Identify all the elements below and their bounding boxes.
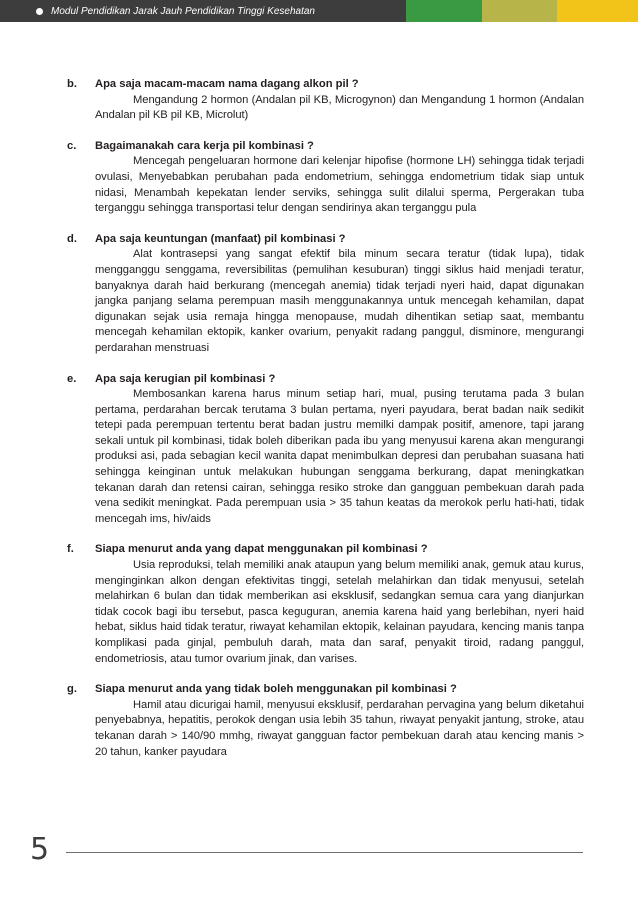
answer (67, 247, 584, 356)
qa-section-c (67, 139, 584, 217)
question-letter: c. (67, 139, 77, 152)
answer-text: Membosankan karena harus minum setiap hari, mual, pusing terutama pada 3 bulan pertama, perdarahan bercak terutama 3 bulan pertama, nyeri payudara, berat badan naik sedikit tetepi pada perempuan tertentu berat badan justru memilki dampak positif, amenore, tapi jarang sekali untuk pil kombinasi, tidak boleh diberikan pada ibu yang menyusui karena akan mengurangi produksi asi, pada sebagian kecil wanita dapat menimbulkan depresi dan perubahan suasana hati sehingga keinginan untuk melakukan hubungan senggama berkurang, dapat meningkatkan tekanan darah dan retensi cairan, sehingga resiko stroke dan gangguan pembekuan darah pada vena sedikit meningkat. Pada perempuan usia > 35 tahun keatas da merokok perlu hati-hati, tidak mencegah ims, hiv/aids (95, 388, 584, 525)
header-olive-block (482, 0, 557, 22)
question-letter: f. (67, 543, 74, 556)
question (67, 139, 584, 155)
question-letter: e. (67, 372, 77, 385)
qa-section-g (67, 682, 584, 760)
qa-section-e (67, 372, 584, 528)
page-header (0, 0, 638, 22)
question-text: Siapa menurut anda yang dapat menggunakan pil kombinasi ? (95, 543, 428, 556)
question (67, 232, 584, 248)
question-letter: b. (67, 78, 77, 90)
main-content (67, 77, 584, 775)
header-title: Modul Pendidikan Jarak Jauh Pendidikan Tinggi Kesehatan (51, 5, 315, 17)
footer-divider (66, 852, 583, 853)
header-yellow-block (557, 0, 638, 22)
bullet-dot-icon (36, 8, 43, 15)
question-text: Apa saja macam-macam nama dagang alkon pil ? (95, 78, 359, 90)
question-letter: g. (67, 683, 77, 696)
question-text: Apa saja keuntungan (manfaat) pil kombinasi ? (95, 232, 346, 245)
header-green-block (406, 0, 482, 22)
qa-section-f (67, 542, 584, 667)
page-number: 5 (30, 832, 50, 867)
question (67, 372, 584, 388)
answer (67, 558, 584, 667)
answer (67, 698, 584, 760)
answer-text: Usia reproduksi, telah memiliki anak ataupun yang belum memiliki anak, gemuk atau kurus, menginginkan alkon dengan efektivitas tinggi, setelah melahirkan dan tidak menyusui, setelah melahirkan 6 bulan dan tidak memberikan asi eksklusif, sedangkan semua cara yang dianjurkan tidak cocok bagi ibu tersebut, pasca keguguran, anemia karena haid yang berlebihan, nyeri haid hebat, siklus haid tidak teratur, riwayat kehamilan ektopik, kelainan payudara, kencing manis tanpa komplikasi pada ginjal, pembuluh darah, mata dan saraf, penyakit tiroid, radang panggul, endometriosis, atau tumor ovarium jinak, dan varises. (95, 559, 584, 665)
header-title-bar (0, 0, 406, 22)
question-text: Apa saja kerugian pil kombinasi ? (95, 372, 276, 385)
qa-section-d (67, 232, 584, 357)
answer-text: Hamil atau dicurigai hamil, menyusui eksklusif, perdarahan pervagina yang belum diketahui penyebabnya, hepatitis, perokok dengan usia lebih 35 tahun, riwayat penyakit jantung, stroke, atau tekanan darah > 140/90 mmhg, riwayat gangguan factor pembekuan darah atau kencing manis > 20 tahun, kanker payudara (95, 698, 584, 758)
answer-text: Mengandung 2 hormon (Andalan pil KB, Microgynon) dan Mengandung 1 hormon (Andalan Andalan pil KB pil KB, Microlut) (95, 93, 584, 122)
question (67, 682, 584, 698)
answer-text: Alat kontrasepsi yang sangat efektif bila minum secara teratur (tidak lupa), tidak mengganggu senggama, reversibilitas (pemulihan kesuburan) tinggi siklus haid menjadi teratur, banyaknya darah haid berkurang (mencegah anemia) tidak terjadi nyeri haid, dapat digunakan jangka panjang selama perempuan masih menggunakannya untuk mencegah kehamilan, dapat digunakan sejak usia remaja hingga menopause, mudah dihentikan setiap saat, membantu mencegah kehamilan ektopik, kanker ovarium, penyakit radang panggul, disminore, mengurangi perdarahan menstruasi (95, 248, 584, 354)
question (67, 77, 584, 93)
question-letter: d. (67, 232, 77, 245)
qa-section-b (67, 77, 584, 124)
answer (67, 154, 584, 216)
question (67, 542, 584, 558)
answer (67, 93, 584, 124)
question-text: Bagaimanakah cara kerja pil kombinasi ? (95, 139, 314, 152)
answer-text: Mencegah pengeluaran hormone dari kelenjar hipofise (hormone LH) sehingga tidak terjadi ovulasi, Menyebabkan perubahan pada endometrium, sehingga endometrium tidak siap untuk nidasi, Menambah kepekatan lender serviks, sehingga sulit dilalui sperma, Pergerakan tuba terganggu sehingga transportasi telur dengan sendirinya akan terganggu pula (95, 155, 584, 215)
question-text: Siapa menurut anda yang tidak boleh menggunakan pil kombinasi ? (95, 683, 457, 696)
answer (67, 387, 584, 527)
